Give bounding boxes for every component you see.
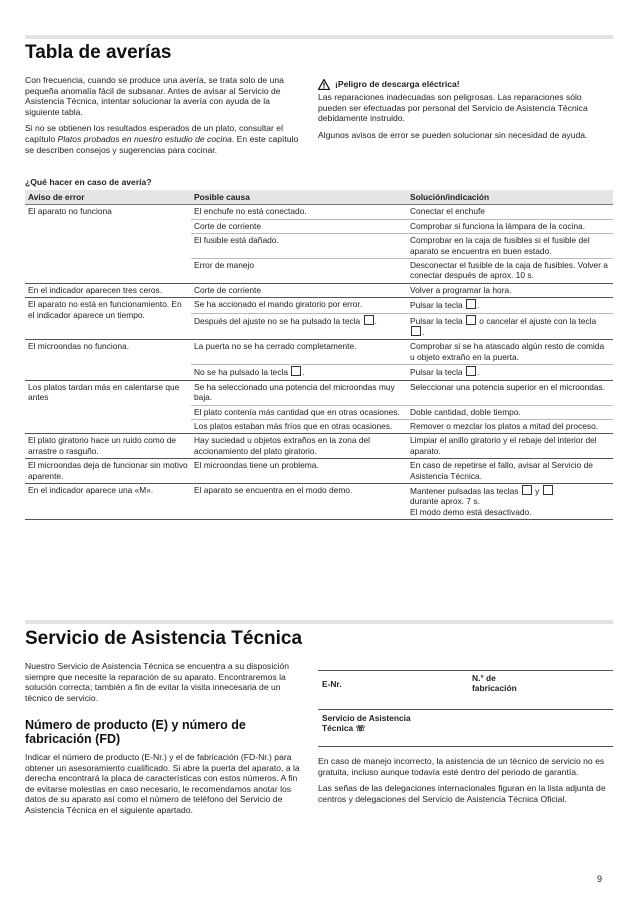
intro-column <box>25 75 305 161</box>
header-cause: Posible causa <box>191 190 407 205</box>
start-key-icon <box>466 315 476 325</box>
table-row: El fusible está dañado. Comprobar en la caja de fusibles si el fusible del aparato se encuentra en buen estado. <box>25 234 613 259</box>
section-band <box>25 35 613 39</box>
service-paragraph: Nuestro Servicio de Asistencia Técnica se encuentra a su disposición siempre que necesite la reparación de su aparato. Encontraremos la solución correcta; también a fin de evitar la visita innecesaria de un técnico de servicio. <box>25 661 290 703</box>
intro-paragraph: Con frecuencia, cuando se produce una avería, se trata solo de una pequeña anomalía fácil de subsanar. Antes de avisar al Servicio de Asistencia Técnica, intentar solucionar la avería con ayuda de la siguiente tabla. <box>25 75 284 117</box>
section-title: Servicio de Asistencia Técnica <box>25 628 303 649</box>
table-row: El aparato no funciona El enchufe no está conectado. Conectar el enchufe <box>25 205 613 219</box>
service-note-2: Las señas de las delegaciones internacionales figuran en la lista adjunta de centros y delegaciones del Servicio de Asistencia Técnica Oficial. <box>318 783 606 804</box>
start-key-icon <box>291 366 301 376</box>
table-row: El plato contenía más cantidad que en otras ocasiones. Doble cantidad, doble tiempo. <box>25 405 613 419</box>
table-row: En el indicador aparecen tres ceros. Corte de corriente Volver a programar la hora. <box>25 283 613 297</box>
intro-paragraph-2: Si no se obtienen los resultados esperados de un plato, consultar el capítulo Platos probados en nuestro estudio de cocina. En este capítulo se describen consejos y sugerencias para cocinar. <box>25 123 299 155</box>
stop-key-icon <box>411 326 421 336</box>
service-note-1: En caso de manejo incorrecto, la asistencia de un técnico de servicio no es gratuita, incluso aunque todavía esté dentro del periodo de garantía. <box>318 756 605 777</box>
section-band <box>25 620 613 624</box>
service-intro <box>25 661 305 709</box>
table-row: El microondas no funciona. La puerta no se ha cerrado completamente. Comprobar si se ha atascado algún resto de comida u objeto extraño en la puerta. <box>25 340 613 365</box>
table-row: El microondas deja de funcionar sin motivo aparente. El microondas tiene un problema. En caso de repetirse el fallo, avisar al Servicio de Asistencia Técnica. <box>25 459 613 484</box>
header-error: Aviso de error <box>25 190 191 205</box>
product-number-text: Indicar el número de producto (E-Nr.) y el de fabricación (FD-Nr.) para obtener un asesoramiento cualificado. Si abre la puerta del aparato, a la derecha encontrará la placa de características con estos números. A fin de evitarse molestias en caso necesario, le recomendamos anotar los datos de su aparato así como el número de teléfono del Servicio de Asistencia Técnica en el siguiente apartado. <box>25 752 300 815</box>
fd-label: N.° de fabricación <box>472 673 517 693</box>
table-row: Los platos tardan más en calentarse que antes Se ha seleccionado una potencia del microondas muy baja. Seleccionar una potencia superior en el microondas. <box>25 380 613 405</box>
device-data-box <box>318 670 613 747</box>
stop-key-icon <box>543 485 553 495</box>
table-row: No se ha pulsado la tecla . Pulsar la tecla . <box>25 365 613 380</box>
troubleshooting-table <box>25 190 613 520</box>
start-key-icon <box>466 366 476 376</box>
table-row: Después del ajuste no se ha pulsado la tecla . Pulsar la tecla o cancelar el ajuste con la tecla . <box>25 313 613 340</box>
table-row: Corte de corriente Comprobar si funciona la lámpara de la cocina. <box>25 219 613 233</box>
table-row: El aparato no está en funcionamiento. En el indicador aparece un tiempo. Se ha accionado el mando giratorio por error. Pulsar la tecla . <box>25 298 613 313</box>
table-row: El plato giratorio hace un ruido como de arrastre o rasguño. Hay suciedad u objetos extraños en la zona del accionamiento del plato giratorio. Limpiar el anillo giratorio y el rebaje del interior del aparato. <box>25 434 613 459</box>
warning-heading: ¡Peligro de descarga eléctrica! <box>318 79 610 90</box>
question-heading: ¿Qué hacer en caso de avería? <box>25 177 152 187</box>
table-row: Error de manejo Desconectar el fusible de la caja de fusibles. Volver a conectar después de aprox. 10 s. <box>25 259 613 284</box>
warning-text-2: Algunos avisos de error se pueden solucionar sin necesidad de ayuda. <box>318 129 588 140</box>
page-number: 9 <box>596 874 602 884</box>
table-header <box>25 190 613 205</box>
start-key-icon <box>466 299 476 309</box>
service-label: Servicio de Asistencia Técnica ☏ <box>322 713 411 733</box>
page-title: Tabla de averías <box>25 42 172 63</box>
enr-label: E-Nr. <box>322 679 342 689</box>
start-key-icon <box>522 485 532 495</box>
phone-icon: ☏ <box>355 724 366 733</box>
warning-column <box>318 79 610 146</box>
product-number-heading: Número de producto (E) y número de fabricación (FD) <box>25 718 246 746</box>
service-notes <box>318 756 610 810</box>
warning-icon <box>318 79 330 90</box>
warning-text: Las reparaciones inadecuadas son peligrosas. Las reparaciones sólo pueden ser efectuadas por personal del Servicio de Asistencia Técnica debidamente instruido. <box>318 92 588 124</box>
table-row: Los platos estaban más fríos que en otras ocasiones. Remover o mezclar los platos a mitad del proceso. <box>25 419 613 433</box>
table-row: En el indicador aparece una «M». El aparato se encuentra en el modo demo. Mantener pulsadas las teclas y durante aprox. 7 s. El modo demo está desactivado. <box>25 483 613 519</box>
header-solution: Solución/indicación <box>407 190 613 205</box>
start-key-icon <box>364 315 374 325</box>
